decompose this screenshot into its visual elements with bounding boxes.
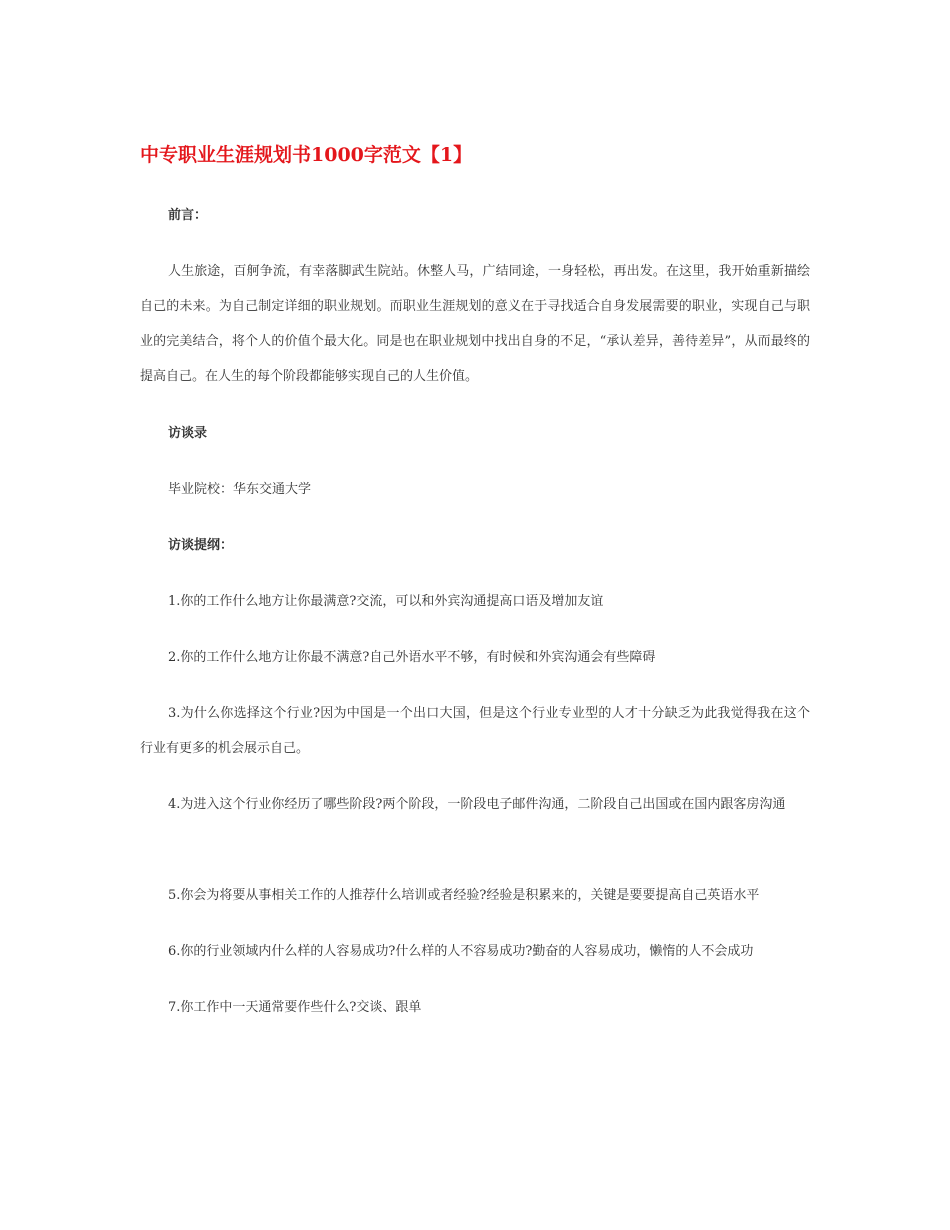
question-item: 5.你会为将要从事相关工作的人推荐什么培训或者经验?经验是积累来的，关键是要要提高自己英语水平 xyxy=(168,888,760,903)
preface-paragraph: 人生旅途，百舸争流，有幸落脚武生院站。休整人马，广结同途，一身轻松，再出发。在这里，我开始重新描绘自己的未来。为自己制定详细的职业规划。而职业生涯规划的意义在于寻找适合自身发展需要的职业，实现自己与职业的完美结合，将个人的价值个最大化。同是也在职业规划中找出自身的不足，“承认差异，善待差异”，从而最终的提高自己。在人生的每个阶段都能够实现自己的人生价值。 xyxy=(140,264,810,384)
question-item: 3.为什么你选择这个行业?因为中国是一个出口大国，但是这个行业专业型的人才十分缺乏为此我觉得我在这个行业有更多的机会展示自己。 xyxy=(140,706,810,756)
question-item: 6.你的行业领域内什么样的人容易成功?什么样的人不容易成功?勤奋的人容易成功，懒惰的人不会成功 xyxy=(168,944,754,959)
document-title: 中专职业生涯规划书1000字范文【1】 xyxy=(140,144,473,166)
question-item: 1.你的工作什么地方让你最满意?交流，可以和外宾沟通提高口语及增加友谊 xyxy=(168,594,604,609)
question-item: 2.你的工作什么地方让你最不满意?自己外语水平不够，有时候和外宾沟通会有些障碍 xyxy=(168,650,656,665)
school-line: 毕业院校：华东交通大学 xyxy=(168,482,312,497)
question-item: 7.你工作中一天通常要作些什么?交谈、跟单 xyxy=(168,1000,422,1015)
outline-heading: 访谈提纲： xyxy=(168,538,234,553)
interview-heading: 访谈录 xyxy=(168,426,208,441)
question-item: 4.为进入这个行业你经历了哪些阶段?两个阶段，一阶段电子邮件沟通，二阶段自己出国或在国内跟客房沟通 xyxy=(168,797,786,812)
preface-heading: 前言： xyxy=(168,208,208,223)
